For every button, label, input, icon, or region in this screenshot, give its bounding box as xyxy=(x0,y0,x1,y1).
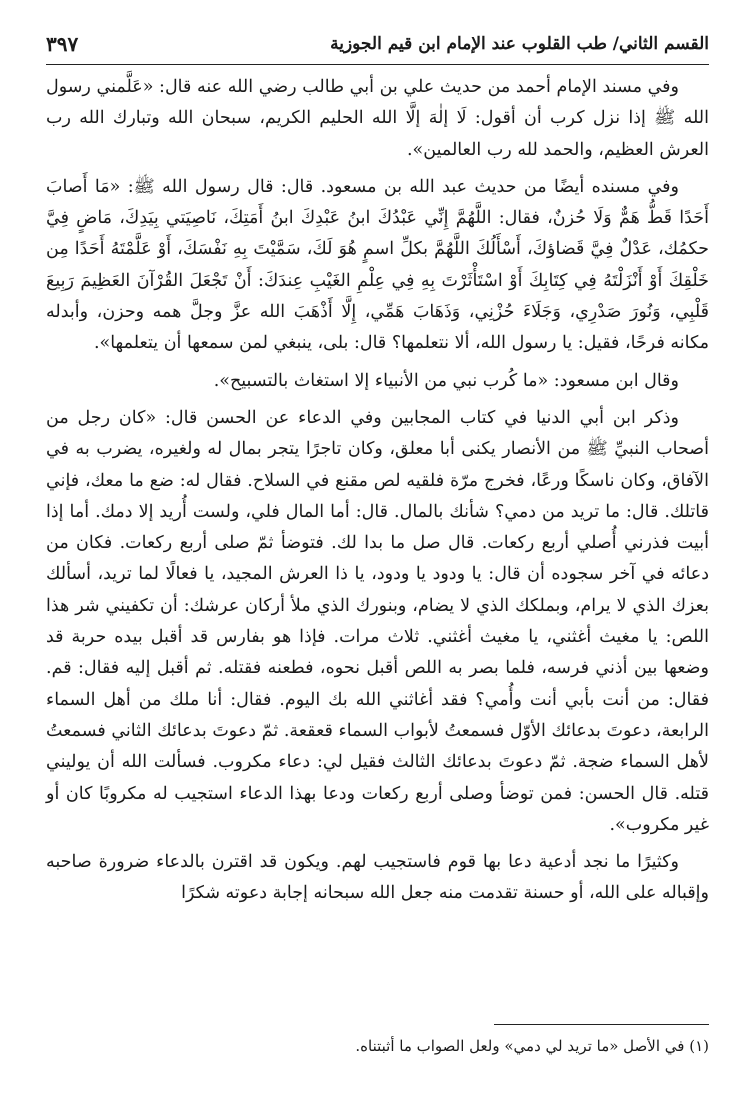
footnote: (١) في الأصل «ما تريد لي دمي» ولعل الصواب ما أثبتناه. xyxy=(355,1037,709,1055)
paragraph: وفي مسند الإمام أحمد من حديث علي بن أبي طالب رضي الله عنه قال: «عَلَّمني رسول الله ﷺ إذا نزل كرب أن أقول: لَا إلٰهَ إلَّا الله الحليم الكريم، سبحان الله وتبارك الله رب العرش العظيم، والحمد لله رب العالمين». xyxy=(46,77,709,160)
paragraph: وكثيرًا ما نجد أدعية دعا بها قوم فاستجيب لهم. ويكون قد اقترن بالدعاء ضرورة صاحبه وإقباله على الله، أو حسنة تقدمت منه جعل الله سبحانه إجابة دعوته شكرًا xyxy=(46,852,709,904)
running-title: القسم الثاني/ طب القلوب عند الإمام ابن قيم الجوزية xyxy=(330,34,709,54)
page-header xyxy=(46,30,709,65)
paragraph: وذكر ابن أبي الدنيا في كتاب المجابين وفي الدعاء عن الحسن قال: «كان رجل من أصحاب النبيِّ ﷺ من الأنصار يكنى أبا معلق، وكان تاجرًا يتجر بمال له ولغيره، يضرب به في الآفاق، وكان ناسكًا ورعًا، فخرج مرّة فلقيه لص مقنع في السلاح. فقال له: ضع ما معك، فإني قاتلك. قال: ما تريد من دمي؟ شأنك بالمال. قال: أما المال فلي، ولست أُريد إلا دمك. أما إذا أبيت فذرني أُصلي أربع ركعات. قال صل ما بدا لك. فتوضأ ثمّ صلى أربع ركعات. فكان من دعائه في آخر سجوده أن قال: يا ودود يا ودود، يا ذا العرش المجيد، يا فعالًا لما تريد، أسألك بعزك الذي لا يرام، وبملكك الذي لا يضام، وبنورك الذي ملأ أركان عرشك: أن تكفيني شر هذا اللص: يا مغيث أغثني، يا مغيث أغثني. ثلاث مرات. فإذا هو بفارس قد أقبل بيده حربة قد وضعها بين أذني فرسه، فلما بصر به اللص أقبل نحوه، فطعنه فقتله. ثم أقبل إليه فقال: قم. فقال: من أنت بأبي أنت وأُمي؟ فقد أغاثني الله بك اليوم. فقال: أنا ملك من أهل السماء الرابعة، دعوتَ بدعائك الأوّل فسمعتُ لأبواب السماء قعقعة. ثمّ دعوتَ بدعائك الثاني فسمعتُ لأهل السماء ضجة. ثمّ دعوتَ بدعائك الثالث فقيل لي: دعاء مكروب. فسألت الله أن يوليني قتله. قال الحسن: فمن توضأ وصلى أربع ركعات ودعا بهذا الدعاء استجيب له مكروبًا كان أو غير مكروب». xyxy=(46,407,709,835)
footnote-divider xyxy=(494,1024,709,1025)
body-text xyxy=(46,72,709,916)
paragraph: وقال ابن مسعود: «ما كُرب نبي من الأنبياء إلا استغاث بالتسبيح». xyxy=(213,370,679,391)
paragraph: وفي مسنده أيضًا من حديث عبد الله بن مسعود. قال: قال رسول الله ﷺ: «مَا أَصابَ أَحَدًا قَطُّ هَمٌّ وَلَا حُزنٌ، فقال: اللَّهُمَّ إِنِّي عَبْدُكَ ابنُ عَبْدِكَ ابنُ أَمَتِكَ، نَاصِيَتي بِيَدِكَ، مَاضٍ فِيَّ حكمُك، عَدْلٌ فِيَّ قَضاؤكَ، أَسْأَلُكَ اللَّهُمَّ بكلِّ اسمٍ هُوَ لَكَ، سَمَّيْتَ بِهِ نَفْسَكَ، أَوْ عَلَّمْتَهُ أَحَدًا مِن خَلْقِكَ أَوْ أَنْزَلْتَهُ فِي كِتَابِكَ أَوْ اسْتَأْثَرْتَ بِهِ فِي عِلْمِ الغَيْبِ عِندَكَ: أَنْ تَجْعَلَ القُرْآنَ العَظِيمَ رَبِيعَ قَلْبِي، وَنُورَ صَدْرِي، وَجَلَاءَ حُزْنِي، وَذَهَابَ هَمِّي، إِلَّا أَذْهَبَ الله عزَّ وجلَّ همه وحزن، وأبدله مكانه فرحًا، فقيل: يا رسول الله، ألا نتعلمها؟ قال: بلى، ينبغي لمن سمعها أن يتعلمها». xyxy=(46,176,709,354)
page-number: ٣٩٧ xyxy=(46,32,79,56)
